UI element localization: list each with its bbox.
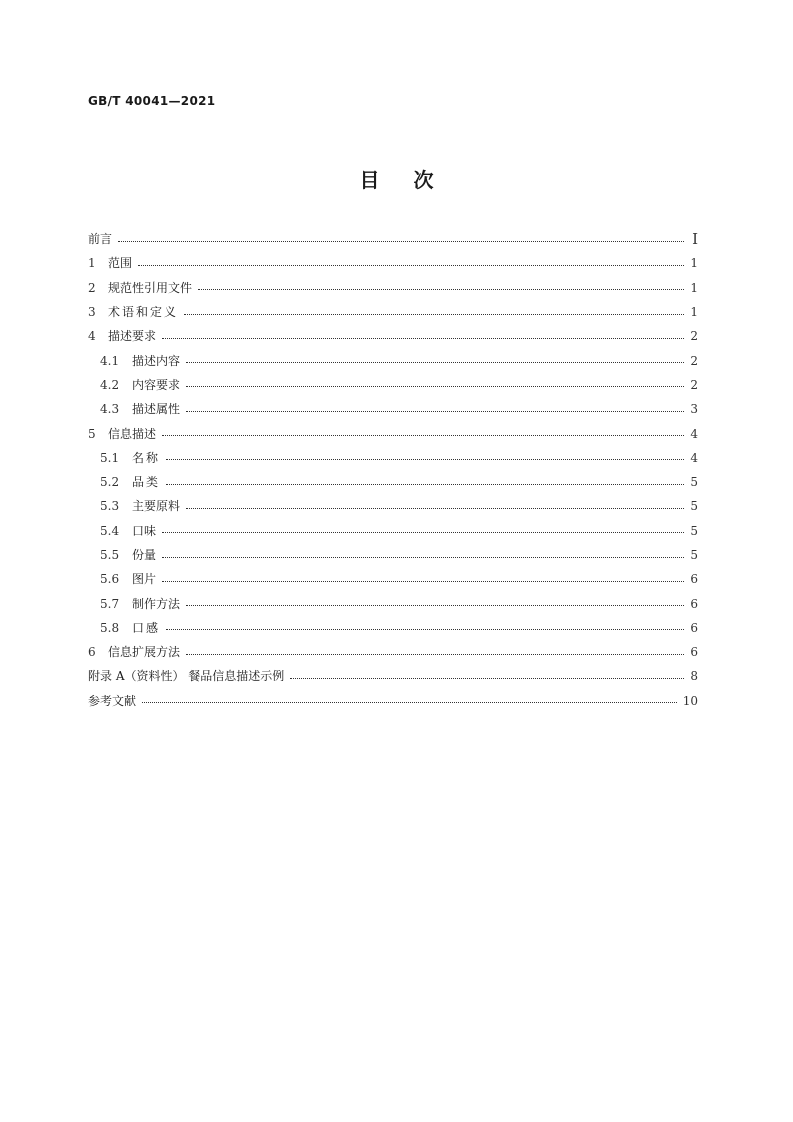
toc-entry-page: 2 (690, 329, 698, 344)
toc-entry-label: 信息描述 (108, 426, 157, 441)
toc-entry-label: 口味 (132, 523, 157, 538)
dot-leader (162, 531, 684, 533)
dot-leader (186, 410, 684, 412)
toc-entry-label: 规范性引用文件 (108, 280, 193, 295)
toc-entry-5-8[interactable] (88, 616, 698, 640)
toc-entry-number: 3 (88, 305, 96, 320)
toc-entry-label: 描述内容 (132, 353, 181, 368)
toc-entry-5-1[interactable] (88, 446, 698, 470)
table-of-contents (88, 227, 698, 713)
toc-entry-4-2[interactable] (88, 373, 698, 397)
toc-entry-label: 份量 (132, 548, 157, 562)
toc-entry-5[interactable] (88, 421, 698, 445)
toc-entry-page: 6 (690, 572, 698, 587)
toc-entry-number: 5.2 (100, 475, 120, 490)
toc-entry-page: 8 (690, 669, 698, 684)
toc-entry-number: 4.3 (100, 402, 120, 417)
dot-leader (166, 483, 684, 485)
toc-entry-page: 5 (690, 548, 698, 562)
toc-entry-label: 附录 A（资料性） 餐品信息描述示例 (88, 669, 285, 684)
toc-entry-6[interactable] (88, 640, 698, 664)
toc-entry-label: 品类 (132, 475, 161, 490)
toc-entry-page: 2 (690, 377, 698, 392)
toc-entry-5-7[interactable] (88, 591, 698, 615)
toc-entry-number: 1 (88, 256, 96, 271)
toc-entry-label: 参考文献 (88, 693, 137, 708)
document-code: GB/T 40041—2021 (88, 94, 216, 108)
toc-entry-5-4[interactable] (88, 519, 698, 543)
toc-entry-number: 6 (88, 645, 96, 660)
toc-entry-page: 5 (690, 499, 698, 514)
dot-leader (162, 556, 684, 558)
dot-leader (290, 677, 684, 679)
dot-leader (166, 458, 684, 460)
toc-entry-number: 5.4 (100, 523, 120, 538)
toc-entry-page: 2 (690, 353, 698, 368)
toc-entry-page: 4 (690, 426, 698, 441)
toc-entry-number: 5.6 (100, 572, 120, 587)
toc-entry-page: 6 (690, 645, 698, 660)
dot-leader (186, 653, 684, 655)
toc-entry-page: 1 (690, 305, 698, 320)
toc-entry-1[interactable] (88, 251, 698, 275)
toc-entry-number: 5.1 (100, 450, 120, 465)
dot-leader (186, 361, 684, 363)
toc-entry-label: 信息扩展方法 (108, 645, 181, 660)
dot-leader (142, 701, 677, 703)
toc-entry-page: 3 (690, 402, 698, 417)
toc-entry-page: 1 (690, 280, 698, 295)
dot-leader (184, 313, 684, 315)
dot-leader (186, 385, 684, 387)
dot-leader (162, 337, 684, 339)
dot-leader (198, 288, 684, 290)
toc-entry-label: 描述属性 (132, 402, 181, 417)
toc-entry-page: 5 (690, 475, 698, 490)
toc-entry-label: 内容要求 (132, 377, 181, 392)
toc-entry-number: 5.3 (100, 499, 120, 514)
toc-entry-4-3[interactable] (88, 397, 698, 421)
toc-entry-5-2[interactable] (88, 470, 698, 494)
dot-leader (118, 240, 684, 242)
dot-leader (186, 507, 684, 509)
toc-entry-page: 1 (690, 256, 698, 271)
toc-entry-page: 6 (690, 596, 698, 611)
toc-entry-appendix-a[interactable] (88, 664, 698, 688)
toc-entry-2[interactable] (88, 276, 698, 300)
toc-entry-label: 图片 (132, 572, 157, 587)
toc-entry-number: 5.7 (100, 596, 120, 611)
toc-entry-page: 10 (682, 693, 698, 708)
toc-entry-number: 5.8 (100, 620, 120, 635)
toc-entry-label: 口感 (132, 620, 161, 635)
toc-entry-page: 4 (690, 450, 698, 465)
toc-entry-number: 4.2 (100, 377, 120, 392)
toc-entry-4-1[interactable] (88, 348, 698, 372)
toc-entry-5-3[interactable] (88, 494, 698, 518)
dot-leader (162, 580, 684, 582)
toc-entry-label: 范围 (108, 256, 133, 271)
toc-entry-number: 5 (88, 426, 96, 441)
toc-entry-page: 6 (690, 620, 698, 635)
dot-leader (166, 628, 684, 630)
toc-entry-label: 术语和定义 (108, 305, 179, 320)
dot-leader (162, 434, 684, 436)
toc-entry-5-6[interactable] (88, 567, 698, 591)
toc-entry-foreword[interactable] (88, 227, 698, 251)
toc-entry-page: 5 (690, 523, 698, 538)
toc-entry-references[interactable] (88, 689, 698, 713)
toc-entry-label: 名称 (132, 450, 161, 465)
toc-entry-label: 主要原料 (132, 499, 181, 514)
toc-entry-page: I (692, 229, 698, 248)
toc-entry-4[interactable] (88, 324, 698, 348)
page-title: 目次 (359, 168, 468, 192)
dot-leader (138, 264, 684, 266)
toc-entry-number: 4.1 (100, 353, 120, 368)
toc-entry-5-5[interactable] (88, 543, 698, 567)
toc-entry-number: 5.5 (100, 548, 120, 562)
toc-entry-label: 制作方法 (132, 596, 181, 611)
dot-leader (186, 604, 684, 606)
toc-entry-label: 前言 (88, 232, 113, 247)
toc-entry-label: 描述要求 (108, 329, 157, 344)
toc-entry-number: 4 (88, 329, 96, 344)
toc-entry-number: 2 (88, 280, 96, 295)
toc-entry-3[interactable] (88, 300, 698, 324)
